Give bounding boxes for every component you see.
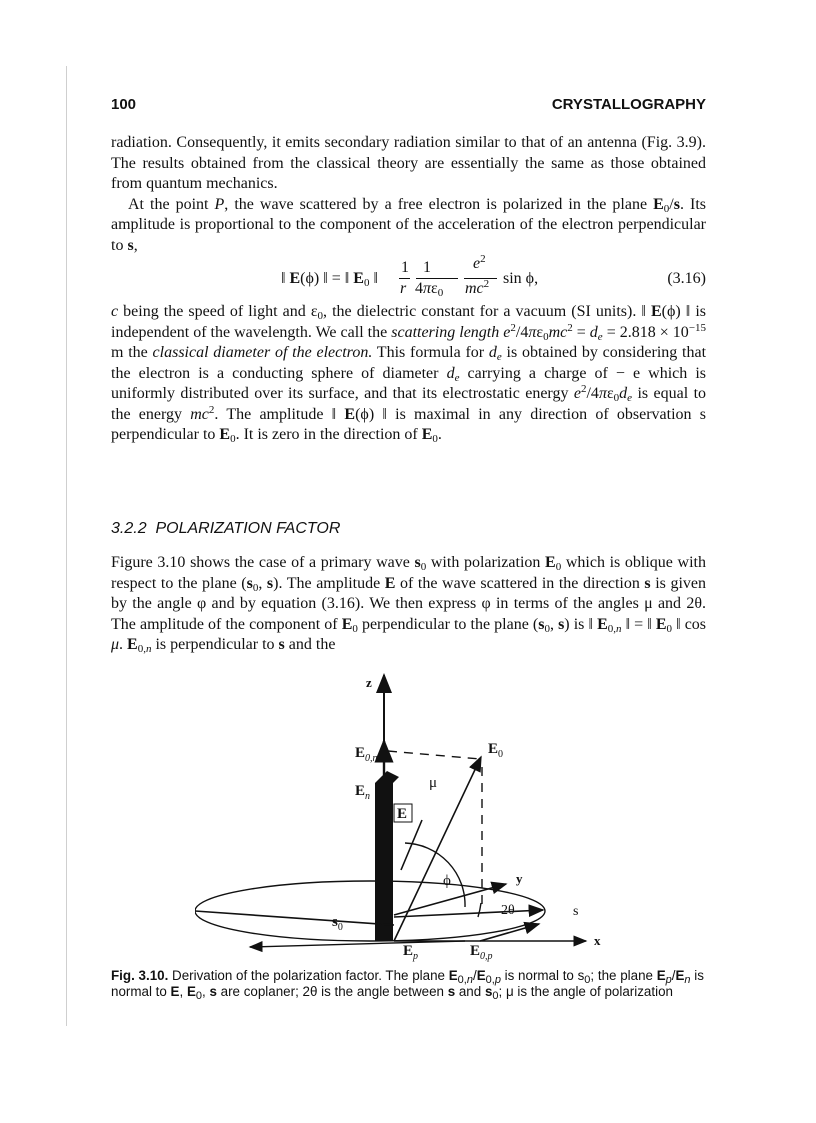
dashed-top — [388, 751, 480, 759]
label-e0n: $E_{0,n}$ — [355, 745, 378, 764]
figure-3-10-diagram — [195, 655, 615, 965]
running-header — [111, 96, 706, 116]
label-en: $E_n$ — [355, 783, 371, 802]
section-title: POLARIZATION FACTOR — [155, 520, 341, 537]
section-number: 3.2.2 — [111, 520, 147, 537]
label-s0: $s_0$ — [332, 914, 343, 933]
equation-3-16: ‖ E(ϕ) ‖ = ‖ $E_0$ ‖ 1 r 1 $4\pi\varepsilon_0$ $e^2$ $mc^2$ sin ϕ, (3.16) — [281, 253, 706, 299]
page-margin-rule — [66, 66, 67, 1026]
label-e0: $E_0$ — [488, 741, 504, 760]
s0-vector — [195, 911, 394, 925]
body-text-block-2 — [111, 553, 706, 656]
section-heading — [111, 520, 340, 538]
en-bar-top — [375, 771, 399, 783]
s-vector — [394, 910, 543, 917]
two-theta-label: 2θ — [501, 903, 515, 918]
label-mu: μ — [429, 775, 438, 791]
s-label: s — [573, 904, 579, 919]
equation-number: (3.16) — [667, 270, 706, 287]
plane-ellipse — [195, 881, 545, 941]
paragraph-1: radiation. Consequently, it emits secondary radiation similar to that of an antenna (Fig. 3.9). The results obtained from the classical theory are essentially the same as those obtained from quantum mechanics. — [111, 134, 706, 192]
page-number: 100 — [111, 96, 137, 113]
z-axis-label: z — [366, 675, 372, 690]
label-e0p: $E_{0,p}$ — [470, 943, 493, 962]
label-e: E — [397, 806, 408, 822]
x-axis-label: x — [594, 933, 601, 948]
body-text-block-1 — [111, 133, 706, 446]
paragraph-2: At the point P, the wave scattered by a free electron is polarized in the plane $E_0/s$. Its amplitude is proportional to the component of the acceleration of the electron perpendicular to s, — [111, 195, 706, 254]
label-phi: ϕ — [443, 873, 451, 889]
ep-arrow — [250, 941, 465, 947]
two-theta-arc — [478, 903, 481, 917]
label-ep: $E_p$ — [403, 943, 419, 962]
y-axis-label: y — [516, 871, 523, 886]
paragraph-4: Figure 3.10 shows the case of a primary wave $s_0$ with polarization $E_0$ which is oblique with respect to the plane ($s_0$, s). The amplitude E of the wave scattered in the direction s is given by the angle φ and by equation (3.16). We then express φ in terms of the angles μ and 2θ. The amplitude of the component of $E_0$ perpendicular to the plane ($s_0$, s) is ‖ $E_{0,n}$ ‖ = ‖ $E_0$ ‖ cos μ. $E_{0,n}$ is perpendicular to s and the — [111, 554, 707, 655]
running-head: CRYSTALLOGRAPHY — [551, 96, 706, 113]
caption-label: Fig. 3.10. — [111, 968, 169, 983]
figure-caption: Fig. 3.10. Derivation of the polarization factor. The plane $E_{0,n}/E_{0,p}$ is normal to $s_0$; the plane $E_p/E_n$ is normal to E, $E_0$, s are coplaner; 2θ is the angle between s and $s_0$; μ is the angle of polarization — [111, 968, 704, 1003]
paragraph-3: c being the speed of light and $\varepsilon_0$, the dielectric constant for a vacuum (SI units). ‖ E(ϕ) ‖ is independent of the wavelength. We call the scattering length $e^2/4\pi\varepsilon_0mc^2 = d_e = 2.818 \times 10^{-15}$ m the classical diameter of the electron. This formula for $d_e$ is obtained by considering that the electron is a conducting sphere of diameter $d_e$ carrying a charge of − e which is uniformly distributed over its surface, and that its electrostatic energy $e^2/4\pi\varepsilon_0d_e$ is equal to the energy $mc^2$. The amplitude ‖ E(ϕ) ‖ is maximal in any direction of observation s perpendicular to $E_0$. It is zero in the direction of $E_0$. — [111, 303, 707, 445]
